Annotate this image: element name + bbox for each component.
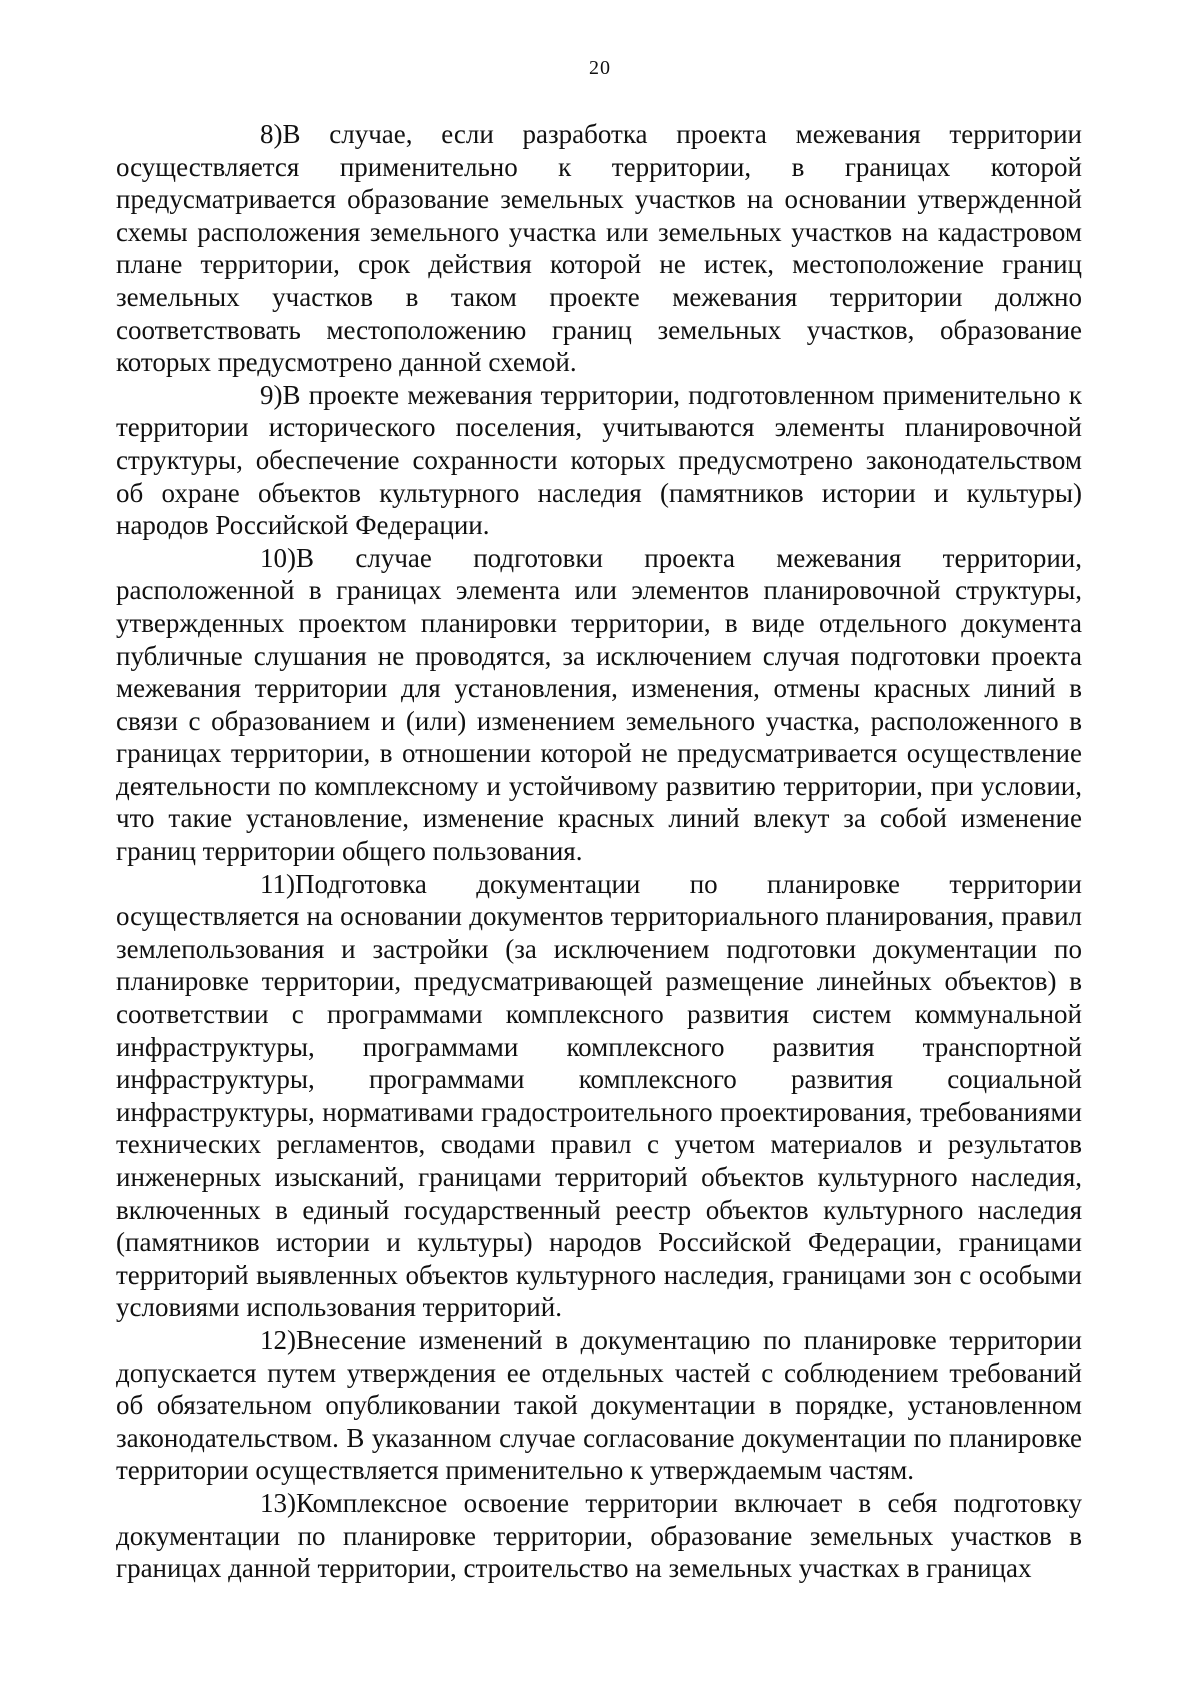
paragraph-text: В случае подготовки проекта межевания территории, расположенной в границах элемента или элементов планировочной структуры, утвержденных проектом планировки территории, в виде отдельного документа публичные слушания не проводятся, за исключением случая подготовки проекта межевания территории для установления, изменения, отмены красных линий в связи с образованием и (или) изменением земельного участка, расположенного в границах территории, в отношении которой не предусматривается осуществление деятельности по комплексному и устойчивому развитию территории, при условии, что такие установление, изменение красных линий влекут за собой изменение границ территории общего пользования. [116,542,1082,867]
paragraph-text: В проекте межевания территории, подготовленном применительно к территории исторического поселения, учитываются элементы планировочной структуры, обеспечение сохранности которых предусмотрено законодательством об охране объектов культурного наследия (памятников истории и культуры) народов Российской Федерации. [116,379,1082,541]
paragraph-13 [116,1487,1082,1585]
paragraph-11 [116,868,1082,1324]
paragraph-number: 11) [260,868,295,899]
paragraph-text: Подготовка документации по планировке территории осуществляется на основании документов территориального планирования, правил землепользования и застройки (за исключением подготовки документации по планировке территории, предусматривающей размещение линейных объектов) в соответствии с программами комплексного развития систем коммунальной инфраструктуры, программами комплексного развития транспортной инфраструктуры, программами комплексного развития социальной инфраструктуры, нормативами градостроительного проектирования, требованиями технических регламентов, сводами правил с учетом материалов и результатов инженерных изысканий, границами территорий объектов культурного наследия, включенных в единый государственный реестр объектов культурного наследия (памятников истории и культуры) народов Российской Федерации, границами территорий выявленных объектов культурного наследия, границами зон с особыми условиями использования территорий. [116,868,1082,1323]
paragraph-number: 13) [260,1487,296,1518]
paragraph-number: 12) [260,1324,296,1355]
paragraph-8 [116,118,1082,379]
paragraph-number: 10) [260,542,296,573]
paragraph-text: Комплексное освоение территории включает в себя подготовку документации по планировке территории, образование земельных участков в границах данной территории, строительство на земельных участках в границах [116,1487,1082,1584]
paragraph-number: 9) [260,379,283,410]
paragraph-10 [116,542,1082,868]
paragraph-text: Внесение изменений в документацию по планировке территории допускается путем утверждения ее отдельных частей с соблюдением требований об обязательном опубликовании такой документации в порядке, установленном законодательством. В указанном случае согласование документации по планировке территории осуществляется применительно к утверждаемым частям. [116,1324,1082,1486]
page-number: 20 [589,57,611,79]
paragraph-text: В случае, если разработка проекта межевания территории осуществляется применительно к территории, в границах которой предусматривается образование земельных участков на основании утвержденной схемы расположения земельного участка или земельных участков на кадастровом плане территории, срок действия которой не истек, местоположение границ земельных участков в таком проекте межевания территории должно соответствовать местоположению границ земельных участков, образование которых предусмотрено данной схемой. [116,119,1082,378]
paragraph-12 [116,1324,1082,1487]
paragraph-9 [116,379,1082,542]
paragraph-number: 8) [260,119,283,149]
document-body [116,118,1082,1585]
